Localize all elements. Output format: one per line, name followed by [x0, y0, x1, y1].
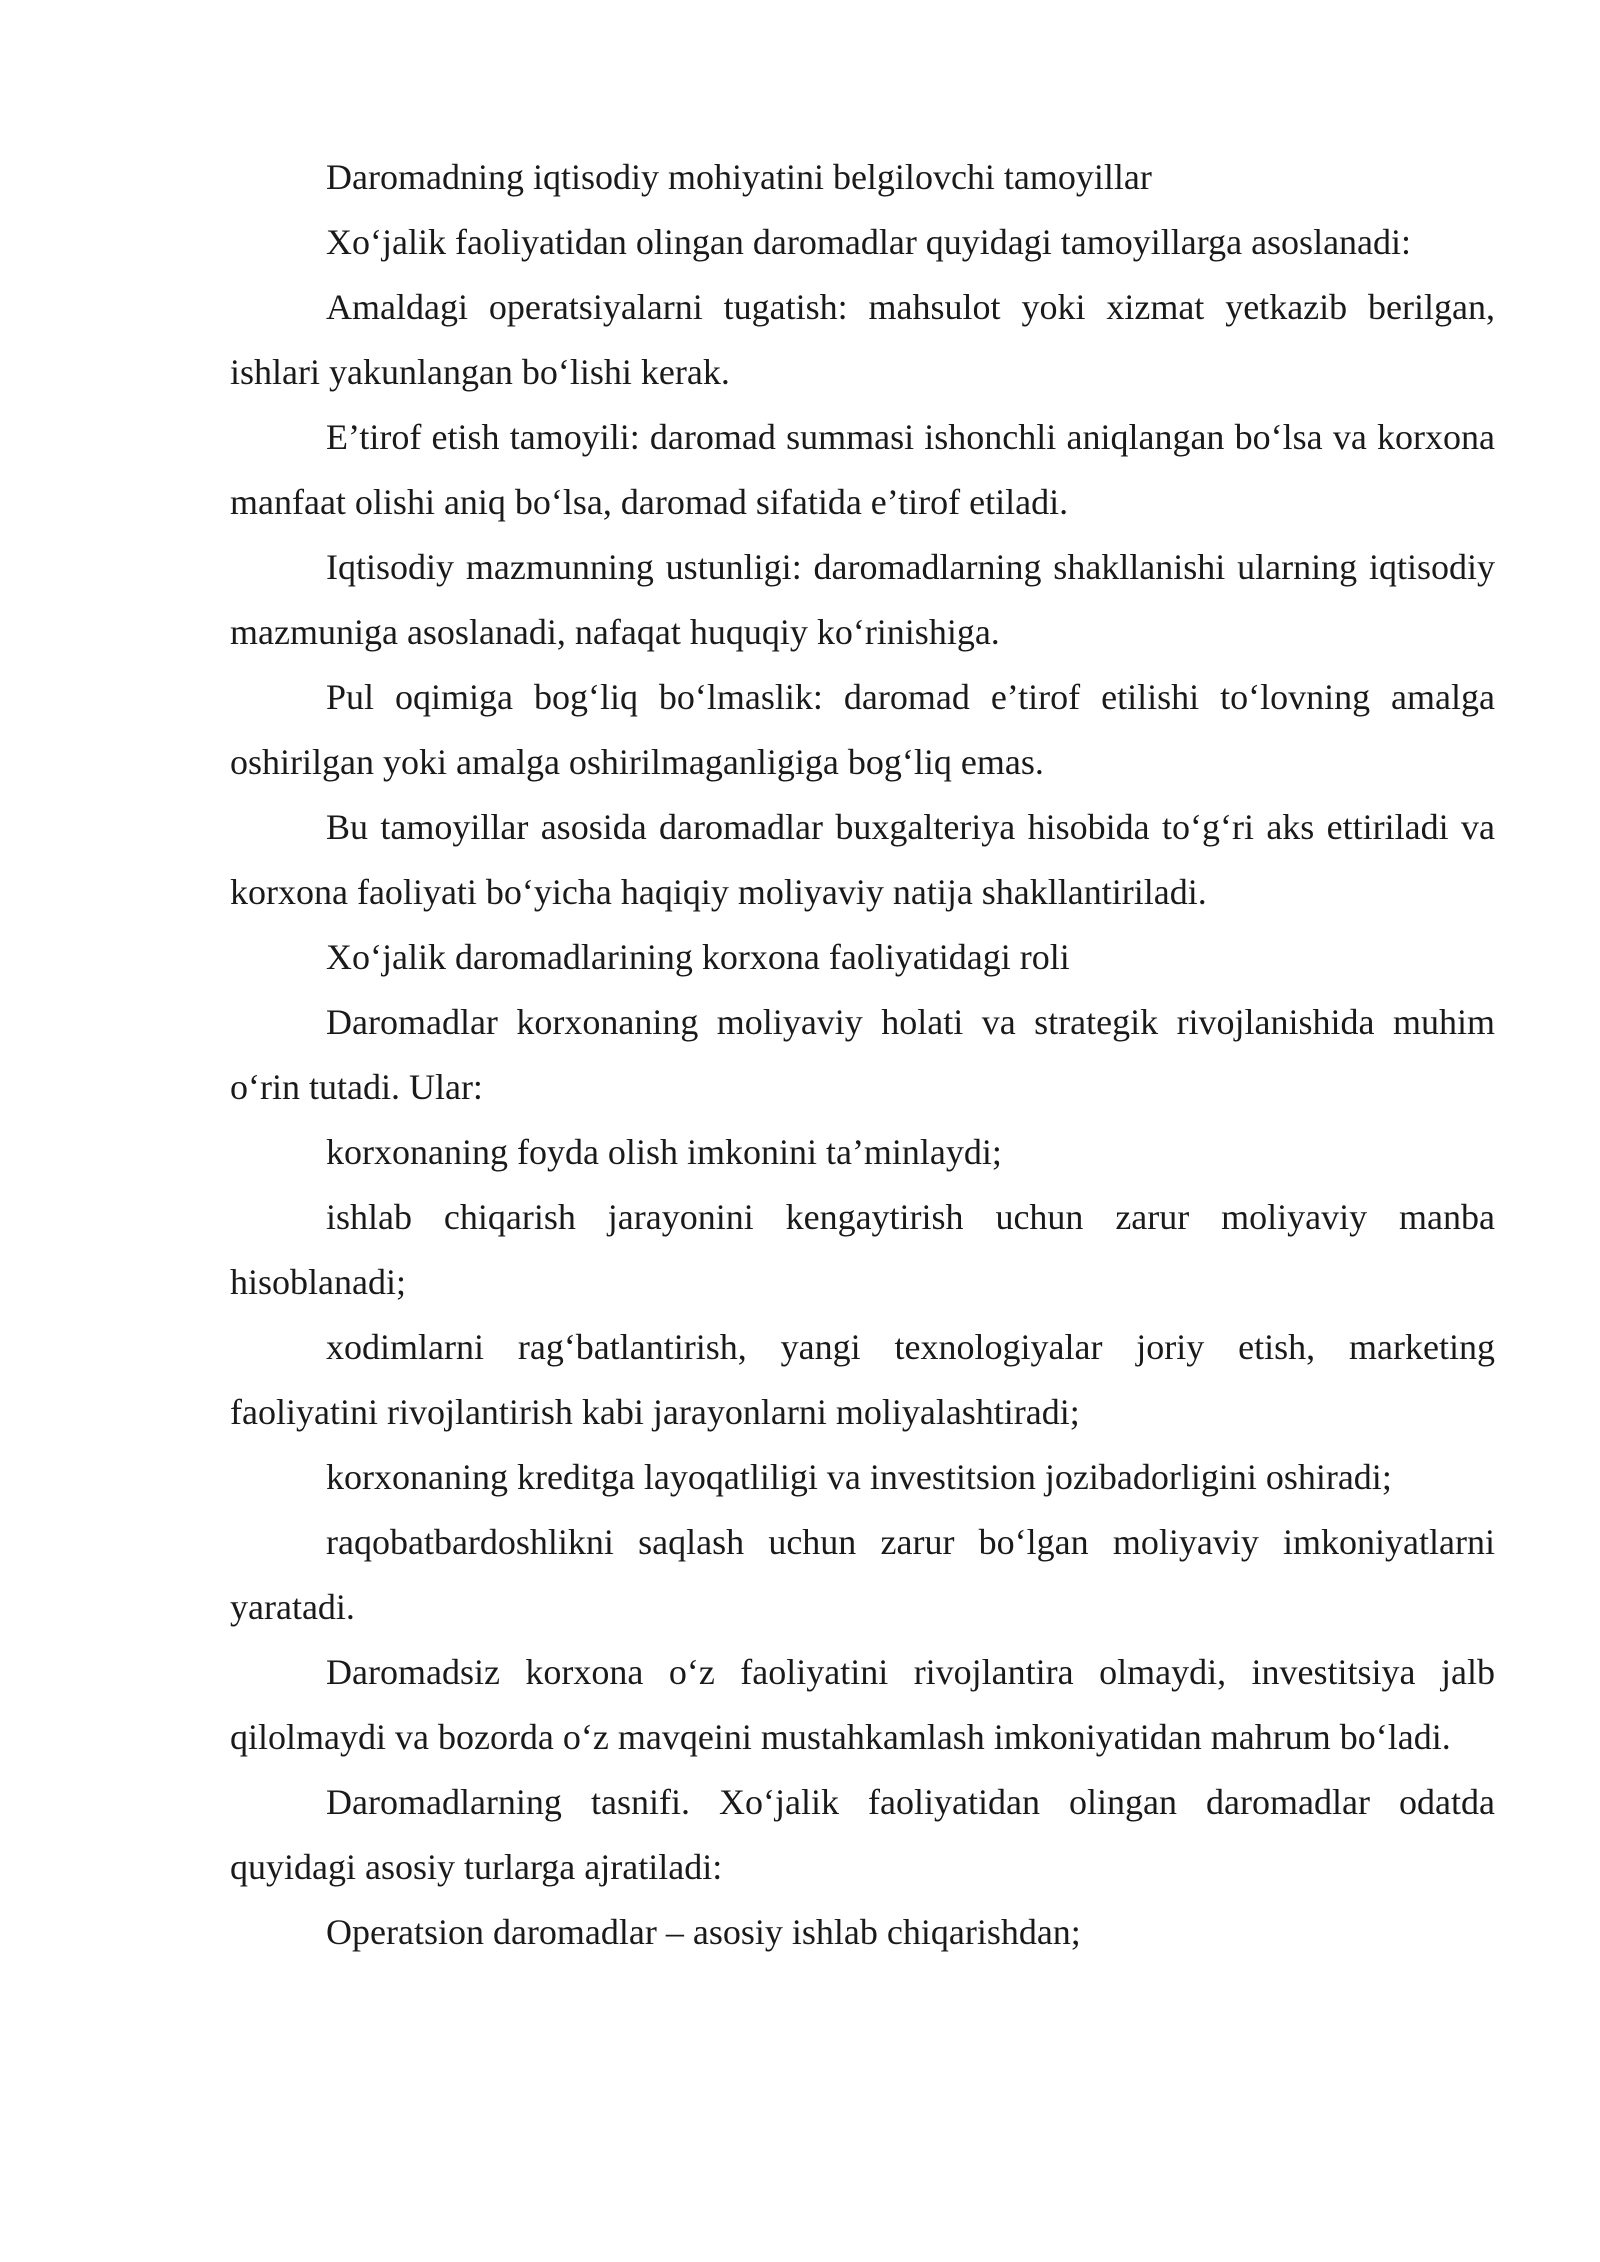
list-item: xodimlarni rag‘batlantirish, yangi texnologiyalar joriy etish, marketing faoliyatini rivojlantirish kabi jarayonlarni moliyalashtiradi;: [230, 1327, 1495, 1432]
paragraph: Daromadsiz korxona o‘z faoliyatini rivojlantira olmaydi, investitsiya jalb qilolmaydi va bozorda o‘z mavqeini mustahkamlash imkoniyatidan mahrum bo‘ladi.: [230, 1652, 1495, 1757]
section-heading: Xo‘jalik daromadlarining korxona faoliyatidagi roli: [326, 937, 1070, 977]
list-item: ishlab chiqarish jarayonini kengaytirish uchun zarur moliyaviy manba hisoblanadi;: [230, 1197, 1495, 1302]
paragraph: Bu tamoyillar asosida daromadlar buxgalteriya hisobida to‘g‘ri aks ettiriladi va korxona faoliyati bo‘yicha haqiqiy moliyaviy natija shakllantiriladi.: [230, 807, 1495, 912]
paragraph: Daromadlarning tasnifi. Xo‘jalik faoliyatidan olingan daromadlar odatda quyidagi asosiy turlarga ajratiladi:: [230, 1782, 1495, 1887]
section-heading: Daromadning iqtisodiy mohiyatini belgilovchi tamoyillar: [326, 157, 1152, 197]
paragraph: E’tirof etish tamoyili: daromad summasi ishonchli aniqlangan bo‘lsa va korxona manfaat olishi aniq bo‘lsa, daromad sifatida e’tirof etiladi.: [230, 417, 1495, 522]
paragraph: Amaldagi operatsiyalarni tugatish: mahsulot yoki xizmat yetkazib berilgan, ishlari yakunlangan bo‘lishi kerak.: [230, 287, 1495, 392]
list-item: korxonaning kreditga layoqatliligi va investitsion jozibadorligini oshiradi;: [326, 1457, 1392, 1497]
list-item: raqobatbardoshlikni saqlash uchun zarur bo‘lgan moliyaviy imkoniyatlarni yaratadi.: [230, 1522, 1495, 1627]
paragraph: Pul oqimiga bog‘liq bo‘lmaslik: daromad e’tirof etilishi to‘lovning amalga oshirilgan yoki amalga oshirilmaganligiga bog‘liq emas.: [230, 677, 1495, 782]
document-page: [230, 145, 1495, 1965]
list-item: korxonaning foyda olish imkonini ta’minlaydi;: [326, 1132, 1002, 1172]
paragraph: Xo‘jalik faoliyatidan olingan daromadlar quyidagi tamoyillarga asoslanadi:: [326, 222, 1412, 262]
paragraph: Daromadlar korxonaning moliyaviy holati va strategik rivojlanishida muhim o‘rin tutadi. Ular:: [230, 1002, 1495, 1107]
list-item: Operatsion daromadlar – asosiy ishlab chiqarishdan;: [326, 1912, 1081, 1952]
paragraph: Iqtisodiy mazmunning ustunligi: daromadlarning shakllanishi ularning iqtisodiy mazmuniga asoslanadi, nafaqat huquqiy ko‘rinishiga.: [230, 547, 1495, 652]
